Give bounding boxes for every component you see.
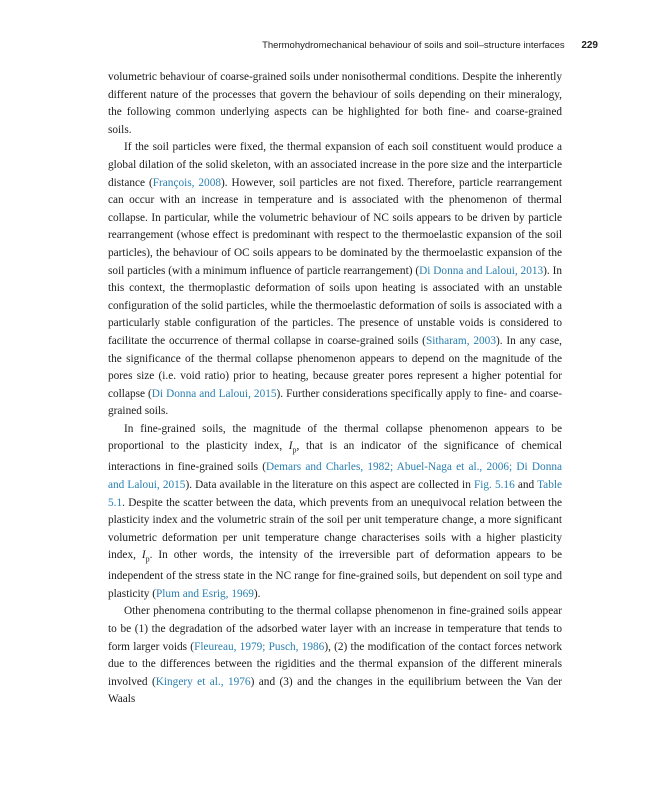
text-run: If the soil particles were fixed, the thermal expansion of each soil constituent would produce a global dilation of the solid skeleton, with an associated increase in the pore size and the interparticle distance ( [108, 141, 562, 189]
italic-symbol: I [288, 440, 293, 453]
paragraph [108, 139, 562, 421]
text-run: Other phenomena contributing to the thermal collapse phenomenon in fine-grained soils appear to be (1) the degradation of the adsorbed water layer with an increase in temperature that tends to form larger voids ( [108, 605, 562, 653]
text-run: ). [253, 587, 261, 600]
citation-link[interactable]: Fig. 5.16 [473, 478, 515, 491]
text-run: . In other words, the intensity of the irreversible part of deformation appears to be independent of the stress state in the NC range for fine-grained soils, but dependent on soil type and plasticity ( [108, 549, 562, 600]
text-run: . Despite the scatter between the data, which prevents from an unequivocal relation between the plasticity index and the volumetric strain of the soil per unit temperature change, a more significant volumetric deformation per unit temperature change characterises soils with a higher plasticity index, [108, 496, 562, 562]
citation-link[interactable]: Di Donna and Laloui, 2013 [419, 264, 544, 277]
citation-link[interactable]: François, 2008 [152, 176, 222, 189]
paragraph [108, 603, 562, 709]
text-run: ). Data available in the literature on this aspect are collected in [185, 478, 474, 491]
body-text [108, 69, 562, 709]
paragraph [108, 69, 562, 139]
citation-link[interactable]: Demars and Charles, 1982; Abuel-Naga et al., 2006; Di Donna and Laloui, 2015 [108, 461, 562, 491]
running-header [262, 40, 598, 51]
citation-link[interactable]: Di Donna and Laloui, 2015 [151, 387, 277, 400]
citation-link[interactable]: Plum and Esrig, 1969 [156, 587, 254, 600]
text-run: , that is an indicator of the significance of chemical interactions in fine-grained soils ( [108, 440, 562, 474]
text-run: ). Further considerations specifically apply to fine- and coarse-grained soils. [108, 387, 562, 418]
text-run: and [514, 478, 538, 491]
citation-link[interactable]: Sitharam, 2003 [425, 334, 496, 347]
italic-symbol: I [141, 549, 146, 562]
text-run: volumetric behaviour of coarse-grained soils under nonisothermal conditions. Despite the inherently different nature of the processes that govern the behaviour of soils depending on their mineralogy, the following common underlying aspects can be highlighted for both fine- and coarse-grained soils. [108, 71, 562, 136]
subscript: p [292, 445, 297, 455]
running-title: Thermohydromechanical behaviour of soils and soil–structure interfaces [262, 40, 565, 51]
text-run: ). In this context, the thermoplastic deformation of soils upon heating is associated with an unstable configuration of the solid particles, while the thermoelastic deformation of soils is associated with a particularly stable configuration of the particles. The presence of unstable voids is considered to facilitate the occurrence of thermal collapse in coarse-grained soils ( [108, 264, 563, 347]
text-run: ), (2) the modification of the contact forces network due to the differences between the rigidities and the thermal expansion of the different minerals involved ( [108, 640, 563, 688]
text-run: ). However, soil particles are not fixed. Therefore, particle rearrangement can occur with an increase in temperature and is associated with the phenomenon of thermal collapse. In particular, while the volumetric behaviour of NC soils appears to be driven by particle rearrangement (whose effect is predominant with respect to the thermoelastic expansion of the soil particles), the behaviour of OC soils appears to be dominated by the thermoelastic expansion of the soil particles (with a minimum influence of particle rearrangement) ( [108, 176, 562, 277]
subscript: p [145, 554, 150, 564]
paragraph [108, 421, 562, 603]
citation-link[interactable]: Kingery et al., 1976 [155, 675, 251, 688]
text-run: ) and (3) and the changes in the equilibrium between the Van der Waals [108, 675, 562, 706]
citation-link[interactable]: Table 5.1 [108, 478, 562, 509]
text-run: ). In any case, the significance of the thermal collapse phenomenon appears to depend on the magnitude of the pores size (i.e. void ratio) prior to heating, because greater pores represent a higher potential for collapse ( [108, 334, 563, 400]
citation-link[interactable]: Fleureau, 1979; Pusch, 1986 [194, 640, 325, 653]
page-number: 229 [581, 40, 598, 51]
text-run: In fine-grained soils, the magnitude of the thermal collapse phenomenon appears to be proportional to the plasticity index, [108, 422, 562, 453]
